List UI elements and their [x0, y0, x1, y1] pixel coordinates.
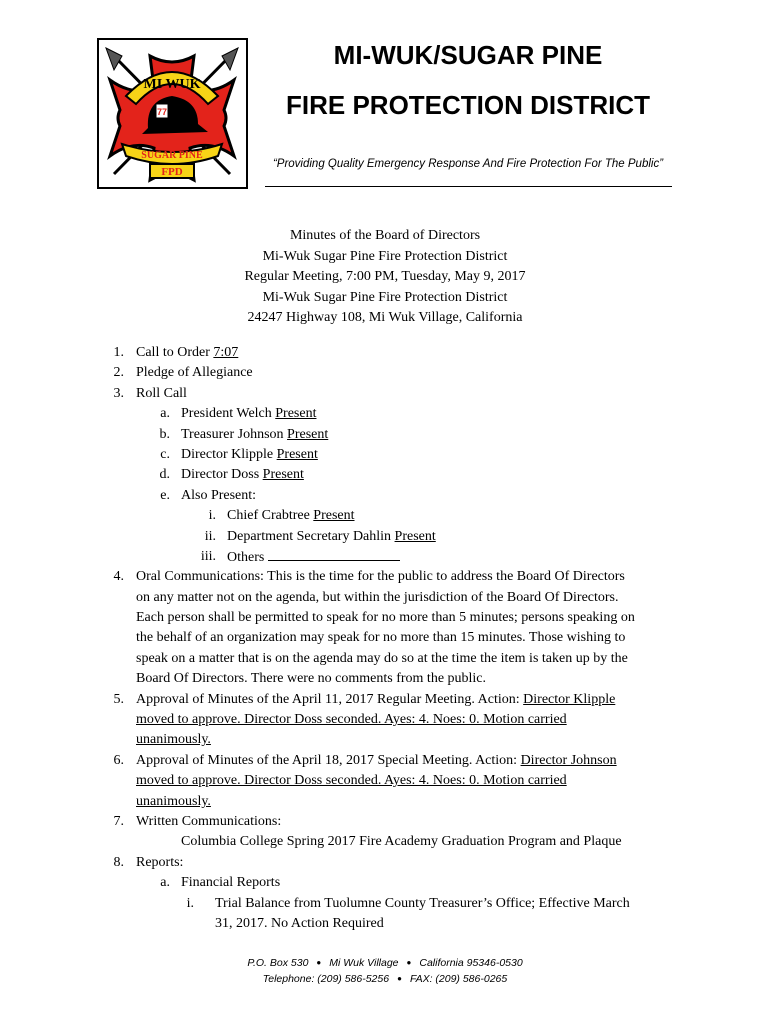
call-to-order-time: 7:07 — [213, 345, 239, 360]
item-number: 8. — [113, 854, 124, 870]
motion-action: Director Klipple — [523, 691, 616, 707]
item-text: Trial Balance from Tuolumne County Treasurer’s Office; Effective March — [215, 895, 630, 911]
roll-call-status: Present — [262, 467, 304, 483]
bullet-icon: ● — [397, 974, 402, 984]
motion-action: moved to approve. Director Doss seconded. Ayes: 4. Noes: 0. Motion carried — [136, 712, 567, 728]
roll-call-name: Director Klipple — [181, 446, 277, 462]
attendee-name: Chief Crabtree — [227, 508, 314, 524]
svg-text:SUGAR PINE: SUGAR PINE — [141, 150, 203, 161]
roll-call-entry — [0, 404, 770, 424]
roll-call-name: Also Present: — [181, 487, 257, 503]
meeting-header-line: Mi-Wuk Sugar Pine Fire Protection District — [262, 248, 508, 264]
item-number: 6. — [113, 752, 124, 768]
footer-fax: FAX: (209) 586-0265 — [409, 973, 508, 986]
agenda-item-call-to-order — [0, 343, 770, 363]
sub-item-letter: b. — [159, 426, 170, 442]
item-text: Financial Reports — [181, 875, 281, 891]
footer-state-zip: California 95346-0530 — [419, 957, 523, 969]
item-number: 4. — [113, 569, 124, 585]
meeting-header-line: Minutes of the Board of Directors — [289, 228, 481, 243]
bullet-icon: ● — [316, 958, 322, 968]
attendee-status: Present — [394, 528, 436, 544]
financial-report-entry — [0, 894, 770, 914]
footer-contact-line — [0, 971, 770, 987]
item-text: Written Communications: — [136, 814, 282, 830]
roll-call-status: Present — [287, 426, 329, 442]
agenda-item-approval-april-18 — [0, 751, 770, 812]
item-text: Reports: — [136, 854, 184, 870]
item-text: Roll Call — [136, 385, 187, 401]
agenda-item-oral-communications — [0, 567, 770, 689]
paragraph-line: Each person shall be permitted to speak for no more than 5 minutes; persons speaking on — [136, 610, 635, 626]
roll-call-entry — [0, 465, 770, 485]
also-present-entry — [0, 527, 770, 547]
agenda-item-roll-call — [0, 384, 770, 404]
district-logo — [97, 38, 248, 189]
page-footer — [0, 955, 770, 987]
sub-item-letter: e. — [160, 487, 170, 503]
reports-sub-item — [0, 873, 770, 893]
item-number: 1. — [113, 345, 124, 360]
minutes-body — [0, 343, 770, 934]
footer-telephone: Telephone: (209) 586-5256 — [262, 973, 390, 986]
paragraph-line: Approval of Minutes of the April 18, 2017 Special Meeting. Action: — [136, 752, 521, 768]
roll-call-status: Present — [276, 446, 318, 462]
motion-action: Director Johnson — [520, 752, 617, 768]
item-number: 7. — [113, 814, 124, 830]
sub-item-letter: d. — [159, 467, 170, 483]
attendee-name: Others — [227, 549, 268, 565]
financial-report-entry-cont — [0, 914, 770, 934]
meeting-header — [0, 226, 770, 329]
roll-call-entry — [0, 486, 770, 506]
agenda-item-written-communications — [0, 812, 770, 832]
roll-call-name: Treasurer Johnson — [181, 426, 288, 442]
roll-call-entry — [0, 425, 770, 445]
paragraph-line: the behalf of an organization may speak for no more than 15 minutes. Those wishing to — [136, 630, 626, 646]
paragraph-line: speak on a matter that is on the agenda may do so at the time the item is taken up by the — [136, 650, 628, 666]
item-text: Pledge of Allegiance — [136, 365, 253, 381]
fire-badge-icon — [97, 38, 248, 189]
item-number: 2. — [113, 365, 124, 381]
sub-item-roman: i. — [186, 895, 194, 911]
meeting-header-line: Mi-Wuk Sugar Pine Fire Protection District — [262, 289, 508, 305]
paragraph-line: on any matter not on the agenda, but within the jurisdiction of the Board Of Directors. — [136, 589, 619, 605]
motion-action: unanimously. — [136, 732, 211, 748]
item-text: Call to Order — [136, 345, 214, 360]
written-communication-detail — [0, 832, 770, 852]
agenda-item-reports — [0, 853, 770, 873]
item-number: 5. — [113, 691, 124, 707]
motion-action: unanimously. — [136, 793, 211, 809]
also-present-entry — [0, 506, 770, 526]
others-blank-line — [268, 547, 400, 561]
bullet-icon: ● — [406, 958, 412, 968]
agenda-item-pledge — [0, 363, 770, 383]
svg-text:FPD: FPD — [161, 166, 183, 178]
roll-call-entry — [0, 445, 770, 465]
svg-text:77: 77 — [156, 107, 168, 117]
footer-village: Mi Wuk Village — [329, 957, 399, 969]
agenda-item-approval-april-11 — [0, 690, 770, 751]
sub-item-roman: ii. — [204, 528, 216, 544]
meeting-header-line: 24247 Highway 108, Mi Wuk Village, California — [247, 310, 523, 326]
paragraph-line: Oral Communications: This is the time for the public to address the Board Of Directors — [136, 569, 625, 585]
roll-call-status: Present — [275, 406, 317, 422]
district-title-line1: MI-WUK/SUGAR PINE — [333, 40, 603, 70]
attendee-status: Present — [313, 508, 355, 524]
sub-item-roman: iii. — [200, 548, 216, 564]
letterhead-divider — [265, 186, 672, 187]
sub-item-letter: c. — [160, 446, 170, 462]
svg-text:MI WUK: MI WUK — [143, 77, 201, 92]
attendee-name: Department Secretary Dahlin — [227, 528, 395, 544]
meeting-header-line: Regular Meeting, 7:00 PM, Tuesday, May 9, 2017 — [244, 269, 526, 285]
paragraph-line: Board Of Directors. There were no comments from the public. — [136, 671, 487, 687]
roll-call-name: Director Doss — [181, 467, 263, 483]
paragraph-line: Approval of Minutes of the April 11, 2017 Regular Meeting. Action: — [136, 691, 524, 707]
district-slogan: “Providing Quality Emergency Response And Fire Protection For The Public” — [272, 158, 664, 170]
item-number: 3. — [113, 385, 124, 401]
footer-address-line — [0, 955, 770, 971]
sub-item-letter: a. — [160, 406, 170, 422]
roll-call-name: President Welch — [181, 406, 276, 422]
item-text: 31, 2017. No Action Required — [215, 916, 384, 932]
item-text: Columbia College Spring 2017 Fire Academy Graduation Program and Plaque — [181, 834, 622, 850]
sub-item-letter: a. — [160, 875, 170, 891]
footer-po-box: P.O. Box 530 — [247, 957, 309, 969]
also-present-entry — [0, 547, 770, 567]
district-title-line2: FIRE PROTECTION DISTRICT — [286, 90, 650, 120]
sub-item-roman: i. — [208, 508, 216, 524]
motion-action: moved to approve. Director Doss seconded. Ayes: 4. Noes: 0. Motion carried — [136, 773, 567, 789]
